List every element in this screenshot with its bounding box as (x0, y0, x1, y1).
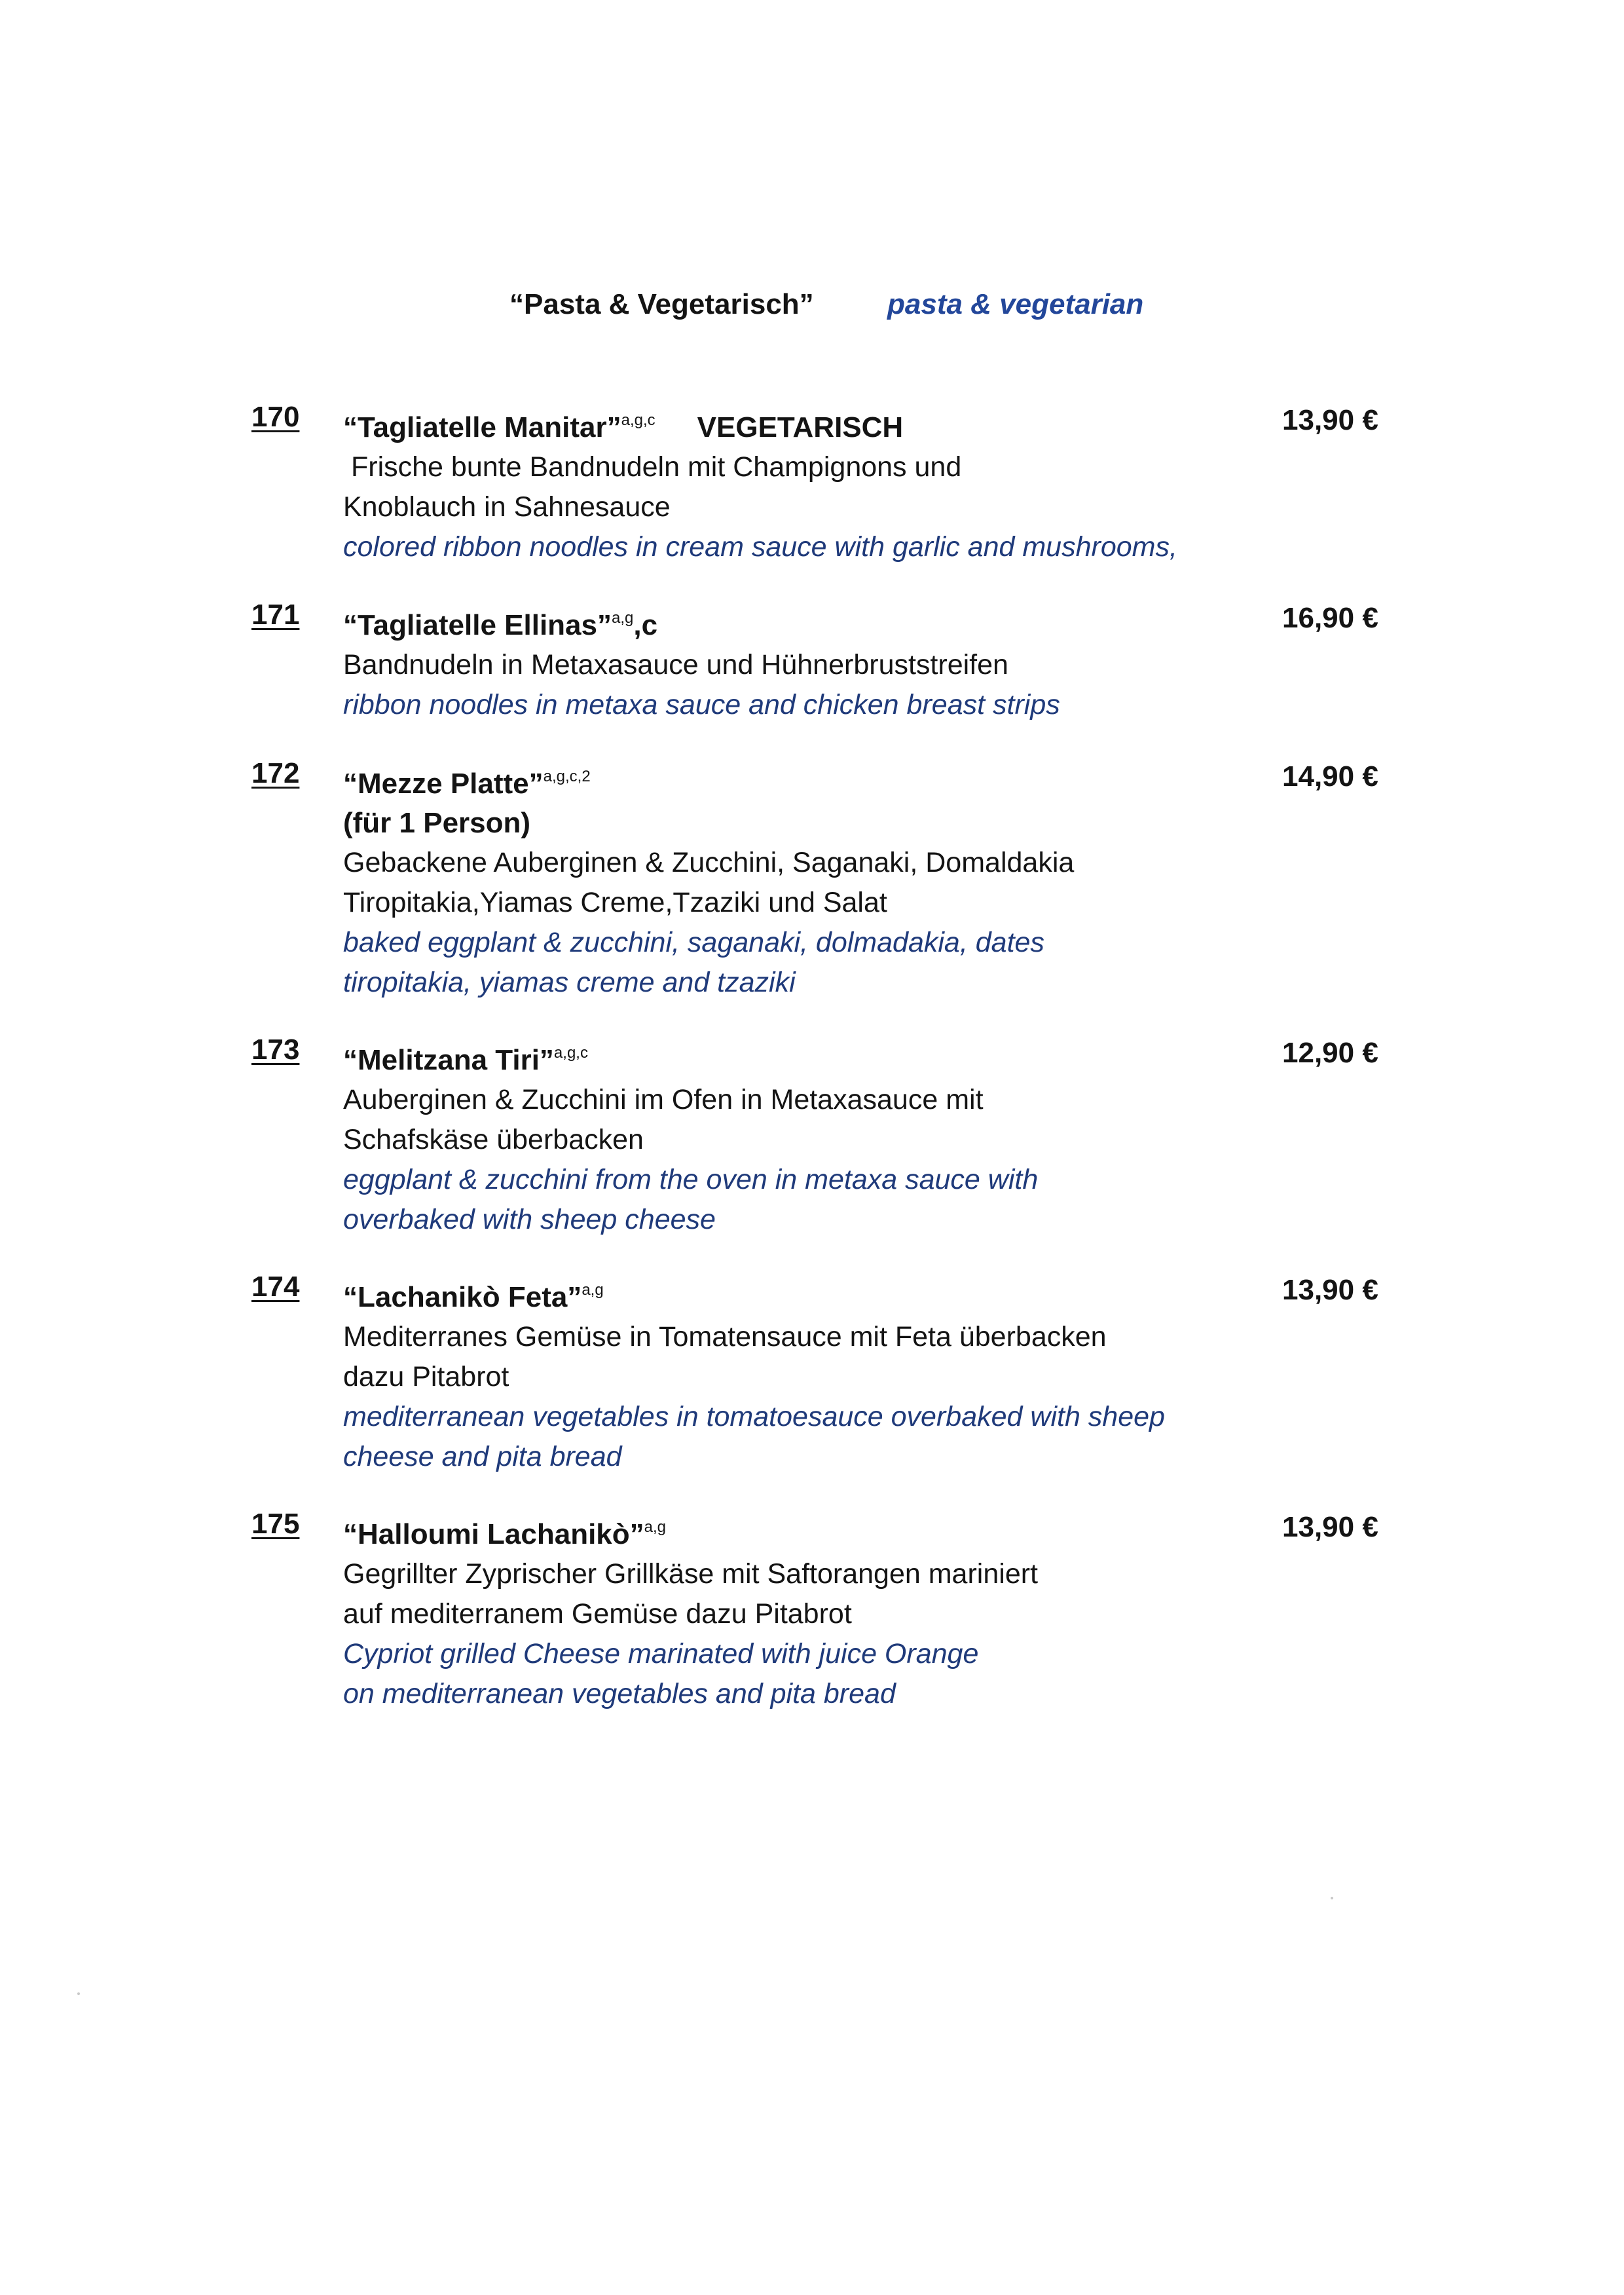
item-body (343, 757, 1247, 1003)
item-price: 14,90 € (1282, 760, 1378, 793)
allergen-codes: a,g (644, 1518, 667, 1536)
item-number: 175 (251, 1508, 300, 1540)
item-body (343, 1271, 1247, 1477)
allergen-codes: a,g (612, 609, 634, 627)
item-title: “Tagliatelle Ellinas” (343, 609, 612, 641)
description-german: Knoblauch in Sahnesauce (343, 491, 671, 523)
item-body (343, 599, 1247, 725)
description-english: eggplant & zucchini from the oven in metaxa sauce with (343, 1164, 1039, 1195)
vegetarian-tag: VEGETARISCH (697, 411, 904, 443)
description-german: Mediterranes Gemüse in Tomatensauce mit Feta überbacken (343, 1321, 1107, 1353)
item-number: 174 (251, 1271, 300, 1303)
description-english: mediterranean vegetables in tomatoesauce overbaked with sheep (343, 1401, 1165, 1432)
item-number: 170 (251, 401, 300, 433)
item-title-line (343, 401, 1247, 447)
section-title-german: “Pasta & Vegetarisch” (509, 288, 814, 320)
item-price: 13,90 € (1282, 404, 1378, 436)
scan-speck (1331, 1897, 1333, 1899)
allergen-suffix: ,c (633, 609, 658, 641)
item-title-line (343, 757, 1247, 804)
description-german: Auberginen & Zucchini im Ofen in Metaxasauce mit (343, 1084, 984, 1115)
item-title: “Halloumi Lachanikò” (343, 1518, 644, 1550)
item-title: “Lachanikò Feta” (343, 1281, 582, 1313)
description-english: baked eggplant & zucchini, saganaki, dolmadakia, dates (343, 927, 1044, 958)
item-number: 171 (251, 599, 300, 631)
description-german: Gebackene Auberginen & Zucchini, Saganaki, Domaldakia (343, 847, 1075, 878)
item-body (343, 1034, 1247, 1240)
description-german: Bandnudeln in Metaxasauce und Hühnerbruststreifen (343, 649, 1008, 681)
description-german: Schafskäse überbacken (343, 1124, 644, 1155)
item-title: “Mezze Platte” (343, 768, 544, 800)
description-german: Gegrillter Zyprischer Grillkäse mit Saftorangen mariniert (343, 1558, 1038, 1590)
item-price: 16,90 € (1282, 602, 1378, 634)
item-number: 173 (251, 1034, 300, 1066)
allergen-codes: a,g,c,2 (543, 768, 591, 785)
item-number: 172 (251, 757, 300, 789)
description-german: auf mediterranem Gemüse dazu Pitabrot (343, 1598, 852, 1630)
item-body (343, 1508, 1247, 1714)
item-body (343, 401, 1247, 567)
scan-speck (77, 1992, 80, 1995)
menu-section-header (0, 288, 1624, 327)
item-price: 13,90 € (1282, 1274, 1378, 1306)
section-title-english: pasta & vegetarian (887, 288, 1144, 320)
description-english: ribbon noodles in metaxa sauce and chicken breast strips (343, 689, 1060, 720)
description-german: Tiropitakia,Yiamas Creme,Tzaziki und Salat (343, 887, 887, 918)
item-title: “Melitzana Tiri” (343, 1044, 554, 1076)
description-english: overbaked with sheep cheese (343, 1204, 716, 1235)
allergen-codes: a,g,c (621, 411, 655, 429)
item-subtitle: (für 1 Person) (343, 807, 531, 839)
description-english: Cypriot grilled Cheese marinated with juice Orange (343, 1638, 979, 1670)
description-english: cheese and pita bread (343, 1441, 622, 1472)
item-title-line (343, 1508, 1247, 1554)
description-english: tiropitakia, yiamas creme and tzaziki (343, 967, 796, 998)
allergen-codes: a,g (581, 1281, 604, 1299)
item-title-line (343, 1271, 1247, 1317)
description-german: dazu Pitabrot (343, 1361, 509, 1392)
item-price: 12,90 € (1282, 1037, 1378, 1069)
description-german: Frische bunte Bandnudeln mit Champignons und (351, 451, 962, 483)
allergen-codes: a,g,c (553, 1044, 588, 1062)
item-price: 13,90 € (1282, 1511, 1378, 1543)
item-title: “Tagliatelle Manitar” (343, 411, 621, 443)
item-title-line (343, 599, 1247, 645)
description-english: on mediterranean vegetables and pita bread (343, 1678, 896, 1709)
item-title-line (343, 1034, 1247, 1080)
description-english: colored ribbon noodles in cream sauce with garlic and mushrooms, (343, 531, 1177, 563)
